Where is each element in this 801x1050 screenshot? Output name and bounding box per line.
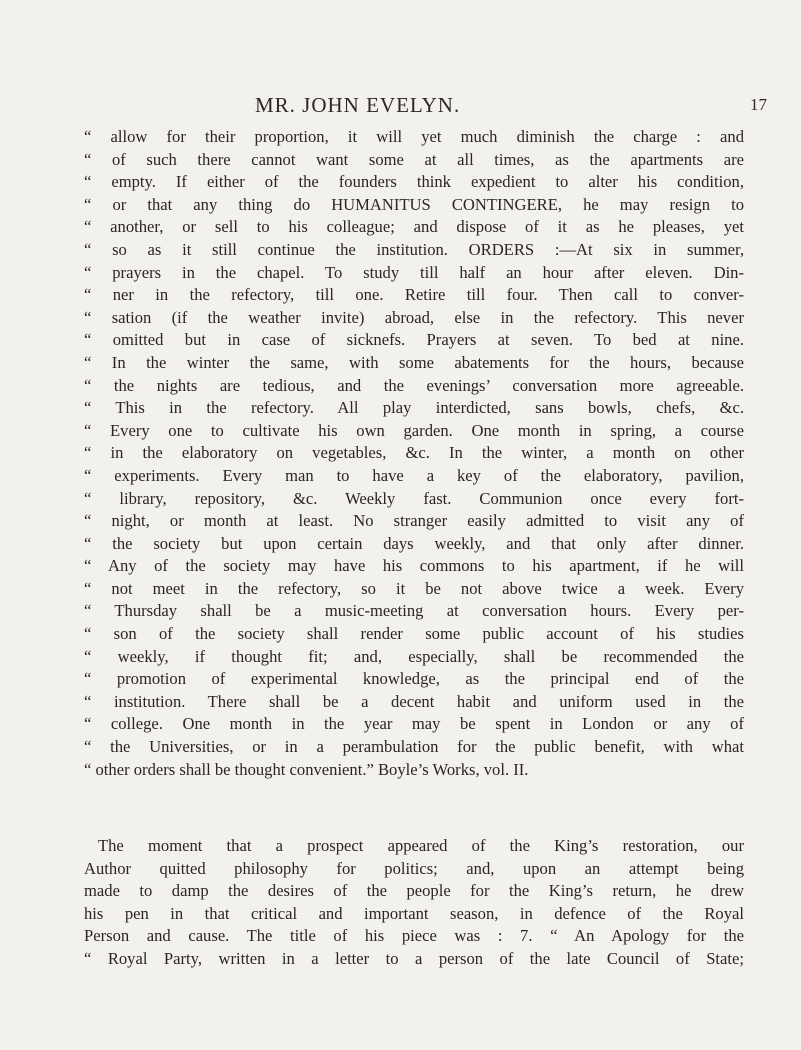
quote-line: “ institution. There shall be a decent habit and uniform used in the <box>84 691 744 711</box>
quote-line: “ the society but upon certain days weekly, and that only after dinner. <box>84 533 744 553</box>
quote-line: “ son of the society shall render some public account of his studies <box>84 624 744 644</box>
page-number: 17 <box>750 95 767 114</box>
quote-line: “ prayers in the chapel. To study till half an hour after eleven. Din- <box>84 262 744 282</box>
quote-line: “ of such there cannot want some at all times, as the apartments are <box>84 149 744 169</box>
quote-line: “ This in the refectory. All play interdicted, sans bowls, chefs, &c. <box>84 398 744 418</box>
quote-line: “ Thursday shall be a music-meeting at conversation hours. Every per- <box>84 601 744 621</box>
paragraph-line: The moment that a prospect appeared of the King’s restoration, our <box>98 836 744 855</box>
quote-line: “ college. One month in the year may be spent in London or any of <box>84 714 744 734</box>
quote-line: “ another, or sell to his colleague; and dispose of it as he pleases, yet <box>84 217 744 237</box>
quote-line: “ weekly, if thought fit; and, especially, shall be recommended the <box>84 646 744 666</box>
paragraph-line: Author quitted philosophy for politics; and, upon an attempt being <box>84 858 744 878</box>
quote-line: “ allow for their proportion, it will yet much diminish the charge : and <box>84 127 744 146</box>
quote-line: “ sation (if the weather invite) abroad, else in the refectory. This never <box>84 307 744 327</box>
quote-line: “ library, repository, &c. Weekly fast. Communion once every fort- <box>84 488 744 508</box>
quote-line: “ so as it still continue the institution. ORDERS :—At six in summer, <box>84 239 744 259</box>
quote-line: “ other orders shall be thought convenient.” Boyle’s Works, vol. II. <box>84 759 529 779</box>
quote-line: “ Any of the society may have his commons to his apartment, if he will <box>84 556 744 576</box>
quote-line: “ not meet in the refectory, so it be not above twice a week. Every <box>84 578 744 598</box>
paragraph-line: his pen in that critical and important season, in defence of the Royal <box>84 903 744 923</box>
quote-line: “ or that any thing do HUMANITUS CONTINGERE, he may resign to <box>84 194 744 214</box>
paragraph-line: made to damp the desires of the people for the King’s return, he drew <box>84 881 744 901</box>
quote-line: “ promotion of experimental knowledge, as the principal end of the <box>84 669 744 689</box>
quote-line: “ ner in the refectory, till one. Retire till four. Then call to conver- <box>84 285 744 305</box>
paragraph-line: Person and cause. The title of his piece was : 7. “ An Apology for the <box>84 926 744 946</box>
quoted-passage <box>84 126 744 781</box>
body-paragraph <box>84 835 744 971</box>
quote-line: “ in the elaboratory on vegetables, &c. In the winter, a month on other <box>84 443 744 463</box>
quote-line: “ night, or month at least. No stranger easily admitted to visit any of <box>84 511 744 531</box>
running-head-title: MR. JOHN EVELYN. <box>255 93 461 117</box>
quote-line: “ the nights are tedious, and the evenings’ conversation more agreeable. <box>84 375 744 395</box>
quote-line: “ experiments. Every man to have a key of the elaboratory, pavilion, <box>84 465 744 485</box>
quote-line: “ omitted but in case of sicknefs. Prayers at seven. To bed at nine. <box>84 330 744 350</box>
paragraph-line: “ Royal Party, written in a letter to a person of the late Council of State; <box>84 948 744 968</box>
quote-line: “ empty. If either of the founders think expedient to alter his condition, <box>84 172 744 192</box>
quote-line: “ In the winter the same, with some abatements for the hours, because <box>84 352 744 372</box>
quote-line: “ Every one to cultivate his own garden. One month in spring, a course <box>84 420 744 440</box>
quote-line: “ the Universities, or in a perambulation for the public benefit, with what <box>84 737 744 757</box>
